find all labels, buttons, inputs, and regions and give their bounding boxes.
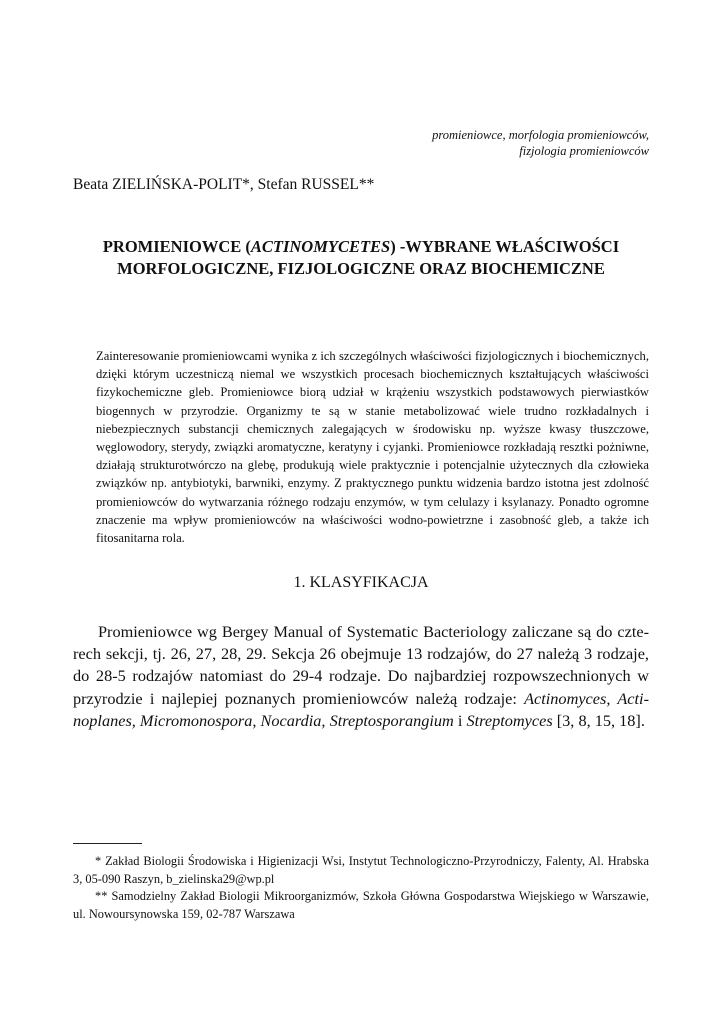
genus-streptomyces: Streptomyces [466, 710, 553, 730]
keywords-line-1: promieniowce, morfologia promieniowców, [432, 128, 649, 142]
footnote-1: * Zakład Biologii Środowiska i Higienizacji Wsi, Instytut Technologiczno-Przyrodniczy, Falenty, Al. Hrabska 3, 05-090 Raszyn, b_zielinska29@wp.pl [73, 854, 649, 886]
footnote-2: ** Samodzielny Zakład Biologii Mikroorganizmów, Szkoła Główna Gospodarstwa Wiejskiego w Warszawie, ul. Nowoursynowska 159, 02-787 Warszawa [73, 889, 649, 921]
title-line-1 [60, 236, 662, 258]
keywords [249, 127, 649, 159]
abstract: Zainteresowanie promieniowcami wynika z ich szczególnych właściwości fizjologicznych i biochemicznych, dzięki którym uczestniczą niemal we wszystkich procesach biochemicznych kształtujących właściwości fizykochemiczne gleb. Promieniowce biorą udział w krążeniu wszystkich podstawowych pierwiastków biogennych w przyrodzie. Organizmy te są w stanie metabolizować wiele trudno rozkładalnych i niebezpiecznych substancji chemicznych zalegających w środowisku np. wyższe kwasy tłuszczowe, węglowodory, sterydy, związki aromatyczne, keratyny i cyjanki. Promieniowce rozkładają resztki pożniwne, działają strukturotwórczo na glebę, produkują wiele praktycznie i potencjalnie użytecznych dla człowieka związków np. antybiotyki, barwniki, enzymy. Z praktycznego punktu widzenia bardzo istotna jest zdolność promieniowców do wytwarzania różnego rodzaju enzymów, w tym celulazy i ksylanazy. Ponadto ogromne znaczenie ma wpływ promieniowców na właściwości wodno-powietrzne i zasobność gleb, a także ich fitosanitarna rola. [96, 349, 649, 546]
body-paragraph [73, 621, 649, 732]
keywords-line-2: fizjologia promieniowców [519, 144, 649, 158]
title-text-b: ) -WYBRANE WŁAŚCIWOŚCI [390, 237, 620, 256]
genera-list: Actinomyces, Acti-noplanes, Micromonospora, Nocardia, Streptosporangium [73, 688, 649, 730]
references: [3, 8, 15, 18]. [552, 710, 645, 730]
section-heading: 1. KLASYFIKACJA [293, 574, 429, 591]
authors: Beata ZIELIŃSKA-POLIT*, Stefan RUSSEL** [73, 176, 375, 193]
title-text-a: PROMIENIOWCE ( [102, 237, 251, 256]
body-conjunction: i [453, 710, 467, 730]
paper-title [60, 236, 662, 280]
title-italic: ACTINOMYCETES [250, 237, 391, 256]
footnote-rule [73, 843, 142, 844]
footnotes [73, 853, 649, 923]
title-line-2: MORFOLOGICZNE, FIZJOLOGICZNE ORAZ BIOCHEMICZNE [117, 259, 605, 278]
body-text: Promieniowce wg Bergey Manual of Systematic Bacteriology zaliczane są do czte-rech sekcji, tj. 26, 27, 28, 29. Sekcja 26 obejmuje 13 rodzajów, do 27 należą 3 rodzaje, do 28-5 rodzajów natomiast do 29-4 rodzaje. Do najbardziej rozpowszechnionych w przyrodzie i najlepiej poznanych promieniowców należą rodzaje: [73, 622, 649, 708]
